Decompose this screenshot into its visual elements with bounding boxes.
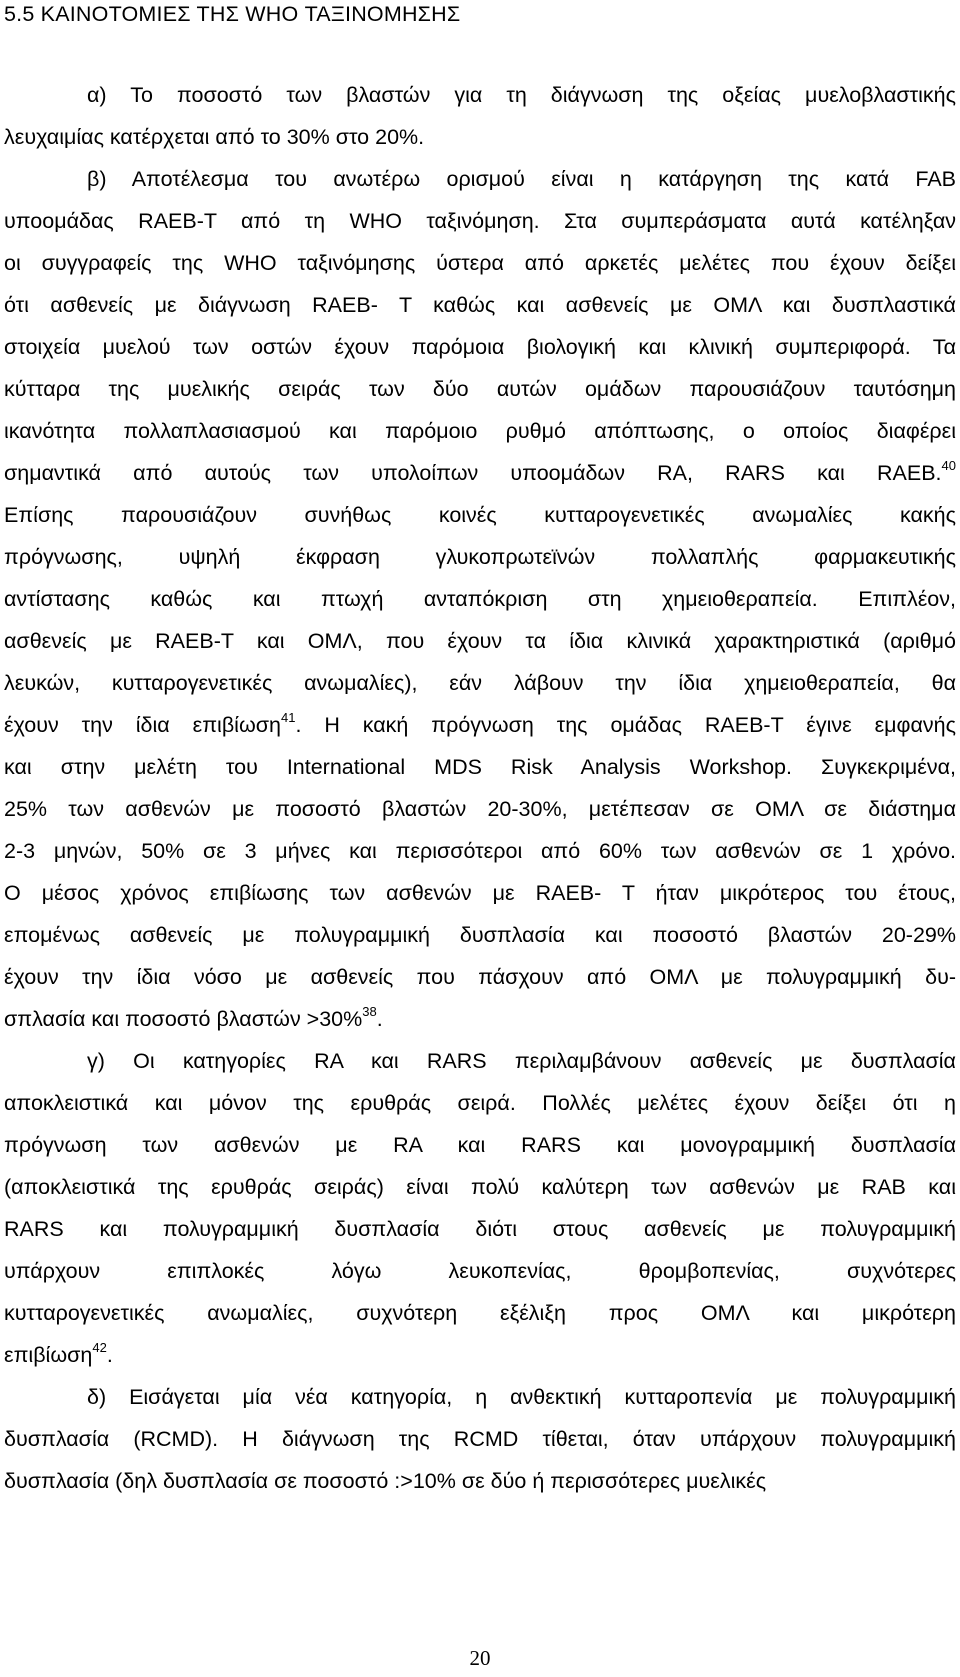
paragraph-line: λευκών, κυτταρογενετικές ανωμαλίες), εάν λάβουν την ίδια χημειοθεραπεία, θα bbox=[4, 671, 956, 695]
paragraph-line: 25% των ασθενών με ποσοστό βλαστών 20-30%, μετέπεσαν σε ΟΜΛ σε διάστημα bbox=[4, 797, 956, 821]
paragraph-line: α) Το ποσοστό των βλαστών για τη διάγνωση της οξείας μυελοβλαστικής bbox=[87, 83, 956, 107]
paragraph-line: στοιχεία μυελού των οστών έχουν παρόμοια βιολογική και κλινική συμπεριφορά. Τα bbox=[4, 335, 956, 359]
paragraph-line: επομένως ασθενείς με πολυγραμμική δυσπλασία και ποσοστό βλαστών 20-29% bbox=[4, 923, 956, 947]
paragraph-line: κυτταρογενετικές ανωμαλίες, συχνότερη εξέλιξη προς ΟΜΛ και μικρότερη bbox=[4, 1301, 956, 1325]
paragraph-line: 2-3 μηνών, 50% σε 3 μήνες και περισσότεροι από 60% των ασθενών σε 1 χρόνο. bbox=[4, 839, 956, 863]
paragraph-line: αντίστασης καθώς και πτωχή ανταπόκριση στη χημειοθεραπεία. Επιπλέον, bbox=[4, 587, 956, 611]
paragraph-line: υποομάδας RAEB-T από τη WHO ταξινόμηση. Στα συμπεράσματα αυτά κατέληξαν bbox=[4, 209, 956, 233]
paragraph-line: δυσπλασία (δηλ δυσπλασία σε ποσοστό :>10% σε δύο ή περισσότερες μυελικές bbox=[4, 1469, 767, 1493]
paragraph-line: υπάρχουν επιπλοκές λόγω λευκοπενίας, θρομβοπενίας, συχνότερες bbox=[4, 1259, 956, 1283]
page-number: 20 bbox=[469, 1646, 491, 1670]
citation-superscript: 40 bbox=[941, 458, 956, 474]
paragraph-line: έχουν την ίδια επιβίωση$^{41}$. Η κακή πρόγνωση της ομάδας RAEB-T έγινε εμφανής bbox=[4, 710, 956, 737]
paragraph-line: (αποκλειστικά της ερυθράς σειράς) είναι πολύ καλύτερη των ασθενών με RAB και bbox=[4, 1175, 956, 1199]
paragraph-line: δυσπλασία (RCMD). Η διάγνωση της RCMD τίθεται, όταν υπάρχουν πολυγραμμική bbox=[4, 1427, 956, 1451]
paragraph-line: ότι ασθενείς με διάγνωση RAEB- T καθώς και ασθενείς με ΟΜΛ και δυσπλαστικά bbox=[4, 293, 956, 317]
paragraph-line: γ) Οι κατηγορίες RA και RARS περιλαμβάνουν ασθενείς με δυσπλασία bbox=[87, 1049, 956, 1073]
paragraph-line: Επίσης παρουσιάζουν συνήθως κοινές κυτταρογενετικές ανωμαλίες κακής bbox=[4, 503, 956, 527]
citation-superscript: 41 bbox=[280, 710, 296, 726]
paragraph-line: αποκλειστικά και μόνον της ερυθράς σειρά. Πολλές μελέτες έχουν δείξει ότι η bbox=[4, 1091, 956, 1115]
paragraph-line: πρόγνωσης, υψηλή έκφραση γλυκοπρωτεϊνών πολλαπλής φαρμακευτικής bbox=[4, 545, 956, 569]
paragraph-line: σημαντικά από αυτούς των υπολοίπων υποομάδων RA, RARS και RAEB.$^{40}$ bbox=[4, 458, 956, 485]
paragraph-line: σπλασία και ποσοστό βλαστών >30%$^{38}$. bbox=[4, 1004, 383, 1031]
paragraph-line: ικανότητα πολλαπλασιασμού και παρόμοιο ρυθμό απόπτωσης, ο οποίος διαφέρει bbox=[4, 419, 956, 443]
paragraph-line: πρόγνωση των ασθενών με RA και RARS και μονογραμμική δυσπλασία bbox=[4, 1133, 956, 1157]
paragraph-line: οι συγγραφείς της WHO ταξινόμησης ύστερα από αρκετές μελέτες που έχουν δείξει bbox=[4, 251, 956, 275]
paragraph-line: λευχαιμίας κατέρχεται από το 30% στο 20%. bbox=[4, 125, 425, 149]
citation-superscript: 38 bbox=[362, 1004, 377, 1020]
paragraph-line: επιβίωση$^{42}$. bbox=[4, 1340, 113, 1367]
paragraph-line: β) Αποτέλεσμα του ανωτέρω ορισμού είναι η κατάργηση της κατά FAB bbox=[87, 167, 956, 191]
citation-superscript: 42 bbox=[92, 1340, 107, 1356]
paragraph-line: δ) Εισάγεται μία νέα κατηγορία, η ανθεκτική κυτταροπενία με πολυγραμμική bbox=[87, 1385, 956, 1409]
paragraph-line: κύτταρα της μυελικής σειράς των δύο αυτών ομάδων παρουσιάζουν ταυτόσημη bbox=[4, 377, 956, 401]
paragraph-line: ασθενείς με RAEB-T και ΟΜΛ, που έχουν τα ίδια κλινικά χαρακτηριστικά (αριθμό bbox=[4, 629, 956, 653]
paragraph-line: Ο μέσος χρόνος επιβίωσης των ασθενών με RAEB- T ήταν μικρότερος του έτους, bbox=[4, 881, 957, 905]
paragraph-line: έχουν την ίδια νόσο με ασθενείς που πάσχουν από ΟΜΛ με πολυγραμμική δυ- bbox=[4, 965, 956, 989]
paragraph-line: RARS και πολυγραμμική δυσπλασία διότι στους ασθενείς με πολυγραμμική bbox=[4, 1217, 956, 1241]
paragraph-line: και στην μελέτη του International MDS Risk Analysis Workshop. Συγκεκριμένα, bbox=[4, 755, 956, 779]
section-heading: 5.5 ΚΑΙΝΟΤΟΜΙΕΣ ΤΗΣ WHO ΤΑΞΙΝΟΜΗΣΗΣ bbox=[4, 2, 461, 26]
